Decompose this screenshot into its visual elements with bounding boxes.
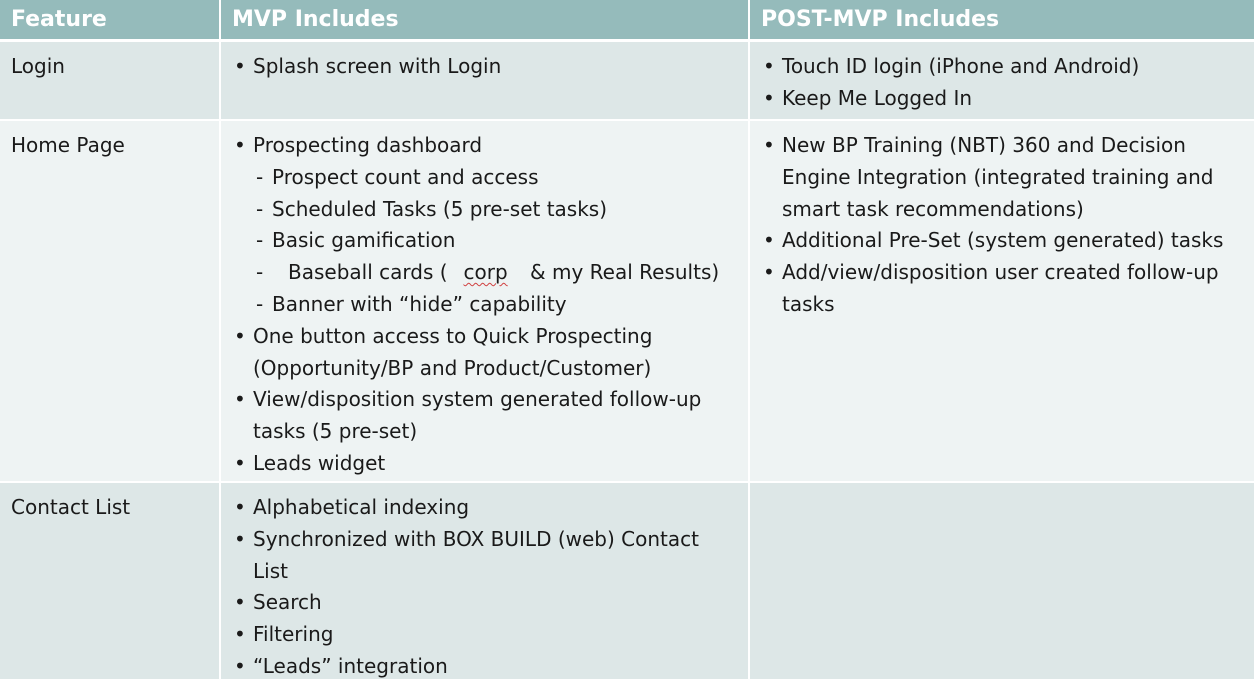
row-login-feature <box>0 42 221 121</box>
header-feature <box>0 0 221 42</box>
list-item: • Search <box>232 587 740 619</box>
sub-list-item <box>232 289 740 321</box>
spellcheck-word: corp <box>463 260 508 285</box>
sub-list-item-text: Basic gamification <box>272 228 456 253</box>
row-home-post-mvp <box>750 121 1254 483</box>
post-mvp-list <box>761 51 1246 115</box>
feature-label: Contact List <box>11 495 131 519</box>
row-home-mvp <box>221 121 750 483</box>
sub-list-item <box>232 194 740 226</box>
mvp-list <box>232 492 740 681</box>
sub-list-item-text: Scheduled Tasks (5 pre-set tasks) <box>272 196 608 221</box>
sub-list-item <box>232 162 740 194</box>
header-post-mvp <box>750 0 1254 42</box>
list-item: • Prospecting dashboard <box>232 130 740 162</box>
list-item: • Touch ID login (iPhone and Android) <box>761 51 1246 83</box>
list-item: • Alphabetical indexing <box>232 492 740 524</box>
post-mvp-list <box>761 130 1246 321</box>
baseball-cards-text-end: & my Real Results) <box>523 260 720 285</box>
row-contact-feature <box>0 483 221 681</box>
header-feature-label: Feature <box>11 7 107 32</box>
list-item: • Filtering <box>232 619 740 651</box>
list-item: • “Leads” integration <box>232 651 740 681</box>
list-item: • Synchronized with BOX BUILD (web) Contact List <box>232 524 740 588</box>
feature-label: Home Page <box>11 133 125 157</box>
list-item: • Splash screen with Login <box>232 51 740 83</box>
mvp-list <box>232 51 740 83</box>
mvp-list <box>232 130 740 480</box>
row-contact-post-mvp <box>750 483 1254 681</box>
list-item: • Additional Pre-Set (system generated) tasks <box>761 225 1246 257</box>
list-item: • View/disposition system generated follow-up tasks (5 pre-set) <box>232 384 740 448</box>
sub-list-item-text: Prospect count and access <box>272 164 539 189</box>
list-item: • Add/view/disposition user created follow-up tasks <box>761 257 1246 321</box>
header-mvp <box>221 0 750 42</box>
list-item: • Leads widget <box>232 448 740 480</box>
sub-list-item-text <box>256 260 719 284</box>
header-mvp-label: MVP Includes <box>232 7 399 32</box>
sub-list-item <box>232 225 740 257</box>
row-login-mvp <box>221 42 750 121</box>
list-item: • New BP Training (NBT) 360 and Decision Engine Integration (integrated training and smart task recommendations) <box>761 130 1246 225</box>
sub-list-item-text: Banner with “hide” capability <box>272 291 567 316</box>
feature-label: Login <box>11 54 65 78</box>
baseball-cards-text-start: Baseball cards ( <box>288 260 448 285</box>
row-contact-mvp <box>221 483 750 681</box>
row-home-feature <box>0 121 221 483</box>
list-item: • One button access to Quick Prospecting (Opportunity/BP and Product/Customer) <box>232 321 740 385</box>
list-item: • Keep Me Logged In <box>761 83 1246 115</box>
sub-list-item <box>232 257 740 289</box>
row-login-post-mvp <box>750 42 1254 121</box>
header-post-mvp-label: POST-MVP Includes <box>761 7 1000 32</box>
